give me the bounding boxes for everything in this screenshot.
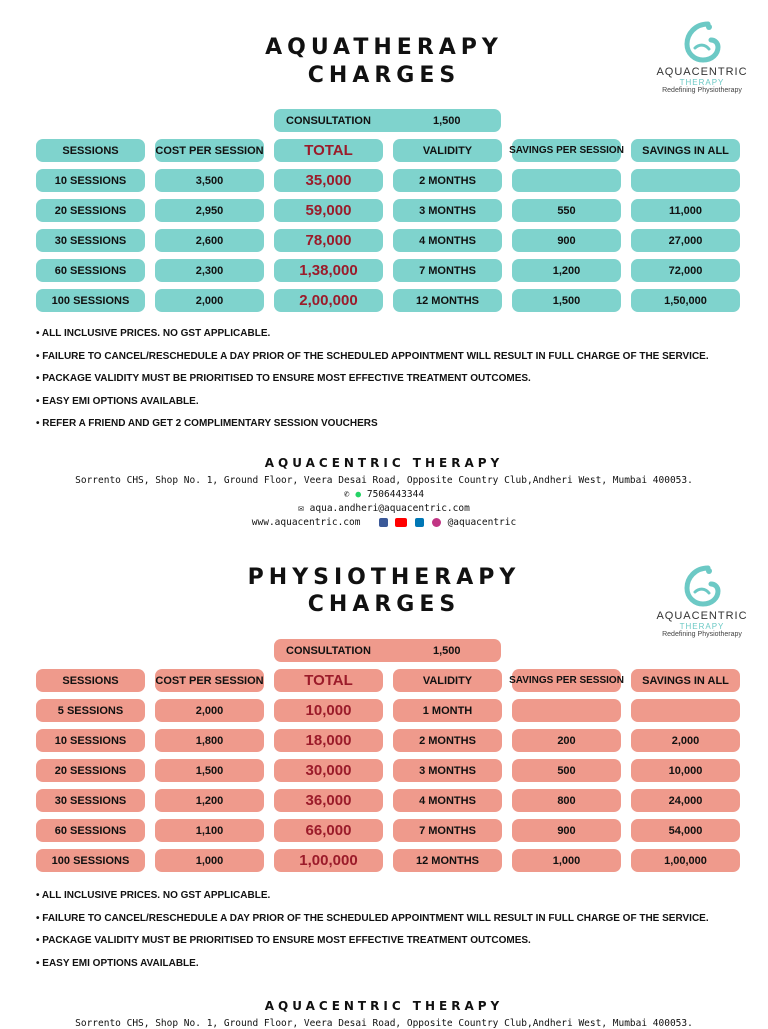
header-cost-per-session: COST PER SESSION — [155, 669, 264, 692]
row-savings-in-all: 1,50,000 — [631, 289, 740, 312]
row-savings-in-all: 27,000 — [631, 229, 740, 252]
row-validity: 2 MONTHS — [393, 169, 502, 192]
row-total: 66,000 — [274, 819, 383, 842]
header-savings-per-session: SAVINGS PER SESSION — [512, 139, 621, 162]
logo-sub: THERAPY — [679, 78, 725, 87]
consultation-value: 1,500 — [433, 644, 461, 657]
row-sessions: 100 SESSIONS — [36, 289, 145, 312]
header-validity: VALIDITY — [393, 139, 502, 162]
header-savings-in-all: SAVINGS IN ALL — [631, 139, 740, 162]
logo-tagline: Redefining Physiotherapy — [662, 631, 742, 638]
row-validity: 3 MONTHS — [393, 199, 502, 222]
header-savings-per-session: SAVINGS PER SESSION — [512, 669, 621, 692]
row-cost: 2,600 — [155, 229, 264, 252]
row-total: 36,000 — [274, 789, 383, 812]
row-savings-in-all: 72,000 — [631, 259, 740, 282]
footer-email-line — [0, 503, 768, 514]
row-validity: 4 MONTHS — [393, 229, 502, 252]
row-sessions: 5 SESSIONS — [36, 699, 145, 722]
row-cost: 3,500 — [155, 169, 264, 192]
row-savings-per-session: 1,500 — [512, 289, 621, 312]
row-cost: 1,000 — [155, 849, 264, 872]
row-total: 18,000 — [274, 729, 383, 752]
row-validity: 1 MONTH — [393, 699, 502, 722]
row-sessions: 60 SESSIONS — [36, 259, 145, 282]
linkedin-icon[interactable] — [415, 518, 424, 527]
note-item: • ALL INCLUSIVE PRICES. NO GST APPLICABLE. — [36, 885, 709, 908]
aquatherapy-notes — [36, 323, 709, 436]
footer-title: AQUACENTRIC THERAPY — [264, 456, 504, 470]
footer-website[interactable]: www.aquacentric.com — [251, 517, 361, 528]
row-savings-in-all: 54,000 — [631, 819, 740, 842]
row-cost: 2,000 — [155, 289, 264, 312]
row-sessions: 20 SESSIONS — [36, 199, 145, 222]
row-sessions: 10 SESSIONS — [36, 169, 145, 192]
row-cost: 2,000 — [155, 699, 264, 722]
row-savings-per-session: 500 — [512, 759, 621, 782]
note-item: • ALL INCLUSIVE PRICES. NO GST APPLICABLE. — [36, 323, 709, 346]
aquacentric-logo — [647, 562, 757, 638]
physiotherapy-notes — [36, 885, 709, 975]
header-validity: VALIDITY — [393, 669, 502, 692]
row-savings-in-all: 1,00,000 — [631, 849, 740, 872]
logo-tagline: Redefining Physiotherapy — [662, 87, 742, 94]
logo-brand: AQUACENTRIC — [656, 610, 748, 622]
physiotherapy-title: PHYSIOTHERAPY — [247, 565, 521, 590]
row-savings-per-session: 200 — [512, 729, 621, 752]
facebook-icon[interactable] — [379, 518, 388, 527]
logo-sub: THERAPY — [679, 622, 725, 631]
row-savings-in-all: 11,000 — [631, 199, 740, 222]
row-validity: 7 MONTHS — [393, 819, 502, 842]
row-cost: 1,100 — [155, 819, 264, 842]
aquatherapy-charges-title: CHARGES — [307, 63, 461, 88]
row-sessions: 30 SESSIONS — [36, 229, 145, 252]
row-savings-per-session: 1,000 — [512, 849, 621, 872]
row-savings-per-session: 1,200 — [512, 259, 621, 282]
row-savings-per-session: 900 — [512, 229, 621, 252]
row-total: 2,00,000 — [274, 289, 383, 312]
row-savings-per-session: 800 — [512, 789, 621, 812]
note-item: • FAILURE TO CANCEL/RESCHEDULE A DAY PRIOR OF THE SCHEDULED APPOINTMENT WILL RESULT IN FULL CHARGE OF THE SERVICE. — [36, 346, 709, 369]
consultation-value: 1,500 — [433, 114, 461, 127]
row-total: 1,00,000 — [274, 849, 383, 872]
note-item: • PACKAGE VALIDITY MUST BE PRIORITISED TO ENSURE MOST EFFECTIVE TREATMENT OUTCOMES. — [36, 368, 709, 391]
header-sessions: SESSIONS — [36, 139, 145, 162]
row-savings-in-all — [631, 169, 740, 192]
note-item: • REFER A FRIEND AND GET 2 COMPLIMENTARY SESSION VOUCHERS — [36, 413, 709, 436]
row-validity: 3 MONTHS — [393, 759, 502, 782]
footer-phone[interactable]: 7506443344 — [366, 489, 425, 500]
header-total: TOTAL — [274, 139, 383, 162]
whatsapp-icon: ● — [355, 489, 362, 500]
row-savings-in-all: 10,000 — [631, 759, 740, 782]
row-total: 10,000 — [274, 699, 383, 722]
row-cost: 1,200 — [155, 789, 264, 812]
header-cost-per-session: COST PER SESSION — [155, 139, 264, 162]
footer-handle[interactable]: @aquacentric — [447, 517, 517, 528]
header-sessions: SESSIONS — [36, 669, 145, 692]
email-icon: ✉ — [298, 503, 304, 514]
footer-address: Sorrento CHS, Shop No. 1, Ground Floor, Veera Desai Road, Opposite Country Club,Andheri West, Mumbai 400053. — [75, 475, 693, 486]
header-total: TOTAL — [274, 669, 383, 692]
consultation-row — [274, 109, 501, 132]
row-total: 59,000 — [274, 199, 383, 222]
row-validity: 12 MONTHS — [393, 289, 502, 312]
note-item: • EASY EMI OPTIONS AVAILABLE. — [36, 391, 709, 414]
row-savings-in-all: 24,000 — [631, 789, 740, 812]
consultation-row — [274, 639, 501, 662]
row-total: 35,000 — [274, 169, 383, 192]
note-item: • PACKAGE VALIDITY MUST BE PRIORITISED TO ENSURE MOST EFFECTIVE TREATMENT OUTCOMES. — [36, 930, 709, 953]
row-savings-in-all: 2,000 — [631, 729, 740, 752]
row-cost: 1,500 — [155, 759, 264, 782]
row-cost: 2,950 — [155, 199, 264, 222]
row-savings-per-session — [512, 169, 621, 192]
row-sessions: 10 SESSIONS — [36, 729, 145, 752]
row-validity: 2 MONTHS — [393, 729, 502, 752]
row-validity: 4 MONTHS — [393, 789, 502, 812]
row-sessions: 30 SESSIONS — [36, 789, 145, 812]
instagram-icon[interactable] — [432, 518, 441, 527]
row-total: 1,38,000 — [274, 259, 383, 282]
row-cost: 2,300 — [155, 259, 264, 282]
row-validity: 7 MONTHS — [393, 259, 502, 282]
phone-icon: ✆ — [343, 489, 350, 500]
row-savings-per-session: 900 — [512, 819, 621, 842]
row-total: 78,000 — [274, 229, 383, 252]
aquatherapy-footer — [0, 456, 768, 528]
aquacentric-logo-icon — [679, 18, 725, 64]
aquacentric-logo-icon — [679, 562, 725, 608]
footer-web-line — [0, 517, 768, 528]
footer-address: Sorrento CHS, Shop No. 1, Ground Floor, Veera Desai Road, Opposite Country Club,Andheri West, Mumbai 400053. — [75, 1018, 693, 1029]
note-item: • FAILURE TO CANCEL/RESCHEDULE A DAY PRIOR OF THE SCHEDULED APPOINTMENT WILL RESULT IN FULL CHARGE OF THE SERVICE. — [36, 908, 709, 931]
row-savings-in-all — [631, 699, 740, 722]
row-cost: 1,800 — [155, 729, 264, 752]
footer-phone-line — [0, 489, 768, 500]
aquacentric-logo — [647, 18, 757, 94]
row-savings-per-session — [512, 699, 621, 722]
logo-brand: AQUACENTRIC — [656, 66, 748, 78]
youtube-icon[interactable] — [395, 518, 407, 527]
row-savings-per-session: 550 — [512, 199, 621, 222]
physiotherapy-footer — [0, 999, 768, 1029]
row-total: 30,000 — [274, 759, 383, 782]
aquatherapy-title: AQUATHERAPY — [265, 35, 503, 60]
header-savings-in-all: SAVINGS IN ALL — [631, 669, 740, 692]
footer-title: AQUACENTRIC THERAPY — [264, 999, 504, 1013]
consultation-label: CONSULTATION — [286, 644, 371, 657]
footer-email[interactable]: aqua.andheri@aquacentric.com — [309, 503, 470, 514]
physiotherapy-charges-title: CHARGES — [307, 592, 461, 617]
row-sessions: 60 SESSIONS — [36, 819, 145, 842]
consultation-label: CONSULTATION — [286, 114, 371, 127]
row-sessions: 100 SESSIONS — [36, 849, 145, 872]
row-validity: 12 MONTHS — [393, 849, 502, 872]
row-sessions: 20 SESSIONS — [36, 759, 145, 782]
note-item: • EASY EMI OPTIONS AVAILABLE. — [36, 953, 709, 976]
